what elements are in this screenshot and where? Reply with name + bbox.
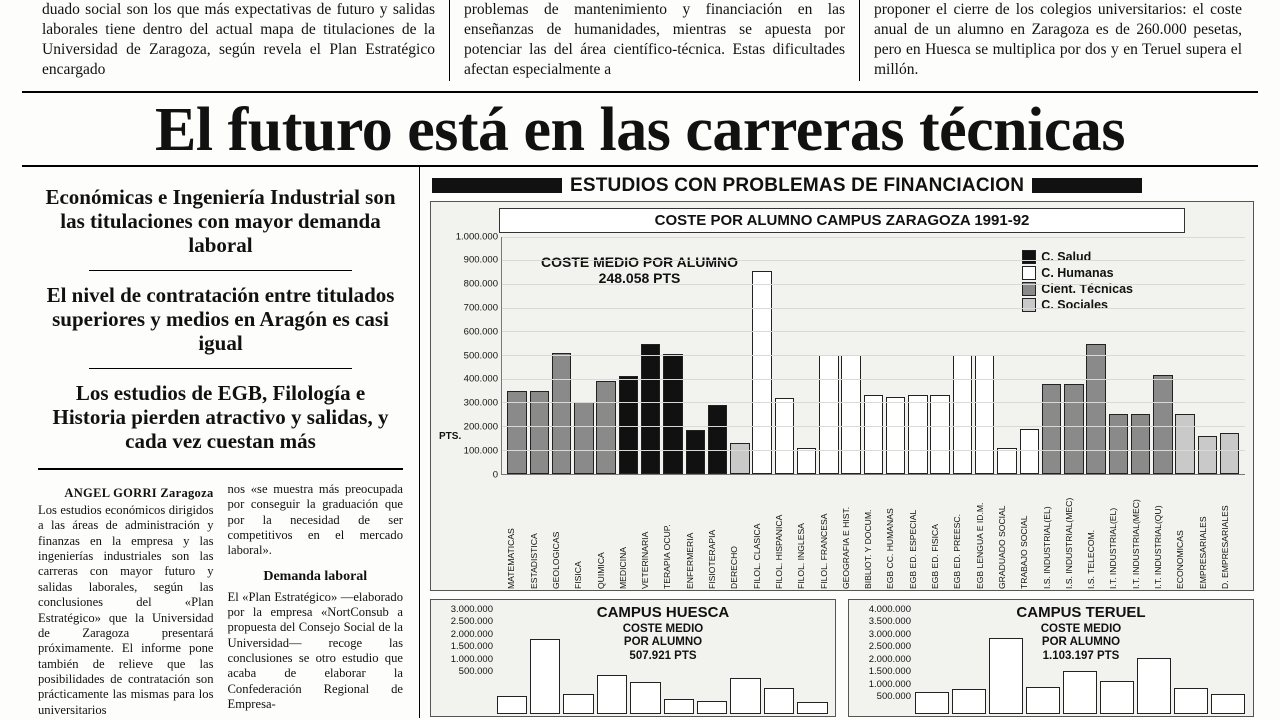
chart-bar: [908, 395, 927, 473]
chart-bar: [886, 397, 905, 474]
chart-bar: [819, 355, 838, 474]
chart-bar: [596, 381, 615, 473]
gridline: [502, 237, 1245, 238]
chart-x-label: D. EMPRESARIALES: [1219, 504, 1230, 589]
chart-bar: [797, 702, 827, 713]
chart-title-zaragoza: COSTE POR ALUMNO CAMPUS ZARAGOZA 1991-92: [499, 208, 1185, 233]
chart-x-label: EMPRESARIALES: [1197, 515, 1208, 589]
chart-bar: [530, 639, 560, 714]
banner-block-left: [432, 178, 562, 193]
chart-x-label: I.S. INDUSTRIAL(EL): [1041, 505, 1052, 589]
intro-column-3: proponer el cierre de los colegios universitarios: el coste anual de un alumno en Zaragoza es de 260.000 pesetas, pero en Huesca se multiplica por dos y en Teruel supera el millón.: [874, 1, 1242, 79]
chart-bar: [552, 353, 571, 474]
y-tick: 500.000: [463, 350, 498, 362]
chart-x-label: FISIOTERAPIA: [707, 529, 718, 589]
huesca-annotation-3: 507.921 PTS: [629, 649, 697, 662]
chart-x-label: TRABAJO SOCIAL: [1019, 515, 1030, 589]
chart-x-label: GEOGRAFIA E HIST.: [840, 506, 851, 589]
chart-x-label: QUIMICA: [595, 551, 606, 589]
chart-x-label: MATEMATICAS: [506, 527, 517, 589]
y-tick: 500.000: [876, 691, 911, 703]
chart-campus-huesca: [430, 599, 836, 717]
chart-bar: [1131, 414, 1150, 473]
summary-divider-3: [38, 468, 403, 470]
article-column-2: [228, 482, 404, 718]
chart-bar: [1175, 414, 1194, 473]
y-tick: 100.000: [463, 445, 498, 457]
chart-bar: [997, 448, 1016, 474]
legend-label-salud: C. Salud: [1041, 249, 1092, 264]
y-tick: 1.000.000: [450, 653, 493, 665]
chart-banner: [432, 175, 1254, 197]
byline: [38, 486, 214, 501]
chart-bar: [989, 638, 1023, 713]
chart-bar: [619, 376, 638, 473]
intro-columns: [20, 0, 1260, 81]
chart-x-label: EGB ED. FISICA: [930, 523, 941, 589]
article-text-1: Los estudios económicos dirigidos a las áreas de administración y finanzas en la empresa y las ingenierías industriales son las carreras con mayor futuro y salidas laborales, según las conclusiones del «Plan Estratégico» que la Universidad de Zaragoza presentará próximamente. El informe pone también de relieve que las posibilidades de contratación son prácticamente las mismas para los universitarios: [38, 503, 214, 717]
y-tick: 200.000: [463, 421, 498, 433]
page-headline: El futuro está en las carreras técnicas: [154, 95, 1126, 164]
y-tick: 1.000.000: [868, 678, 911, 690]
chart-x-label: ECONOMICAS: [1175, 529, 1186, 589]
legend-label-humanas: C. Humanas: [1041, 265, 1114, 280]
article-body: [38, 482, 403, 718]
chart-title-huesca: CAMPUS HUESCA: [596, 603, 730, 621]
chart-bar: [1026, 687, 1060, 714]
chart-x-label: GRADUADO SOCIAL: [996, 504, 1007, 589]
chart-x-label: ESTADISTICA: [528, 532, 539, 589]
annotation-line-2: 248.058 PTS: [598, 270, 681, 287]
chart-x-label: EGB ED. PREESC.: [952, 513, 963, 589]
summary-divider-2: [89, 368, 352, 369]
chart-bar: [1220, 433, 1239, 473]
chart-bar: [1198, 436, 1217, 474]
gridline: [502, 450, 1245, 451]
gridline: [502, 284, 1245, 285]
chart-bar: [730, 443, 749, 474]
summary-item-2: El nivel de contratación entre titulados superiores y medios en Aragón es casi igual: [46, 282, 395, 356]
y-tick: 2.500.000: [450, 616, 493, 628]
y-tick: 1.500.000: [868, 666, 911, 678]
intro-column-1: duado social son los que más expectativas de futuro y salidas laborales tiene dentro del actual mapa de titulaciones de la Universidad de Zaragoza, según revela el Plan Estratégico encargado: [20, 0, 450, 81]
chart-x-label: I.T. INDUSTRIAL(EL): [1108, 507, 1119, 589]
chart-x-label: EGB ED. ESPECIAL: [907, 509, 918, 589]
chart-bar: [1153, 375, 1172, 473]
chart-bar: [1064, 384, 1083, 474]
chart-campus-teruel: [848, 599, 1254, 717]
chart-x-label: FILOL. HISPANICA: [773, 514, 784, 589]
article-text-2: nos «se muestra más preocupada por conseguir la graduación que por la necesidad de ser competitivos en el mercado laboral».: [227, 481, 403, 558]
teruel-bars: [913, 628, 1247, 714]
y-tick: 2.000.000: [868, 653, 911, 665]
chart-bar: [563, 694, 593, 714]
chart-bar: [930, 395, 949, 473]
y-tick: 4.000.000: [868, 603, 911, 615]
chart-x-label: DERECHO: [729, 545, 740, 589]
chart-x-label: VETERINARIA: [640, 531, 651, 589]
teruel-annotation-1: COSTE MEDIO: [1040, 622, 1122, 635]
teruel-annotation-3: 1.103.197 PTS: [1042, 649, 1120, 662]
chart-units-label: PTS.: [439, 430, 462, 442]
chart-bar: [1109, 414, 1128, 473]
chart-bar: [630, 682, 660, 714]
chart-bar: [1174, 688, 1208, 714]
chart-bar: [686, 430, 705, 474]
summary-item-1: Económicas e Ingeniería Industrial son las titulaciones con mayor demanda laboral: [45, 184, 396, 258]
chart-bar: [797, 448, 816, 474]
huesca-y-axis: [435, 604, 493, 679]
chart-bar: [641, 344, 660, 473]
byline-location: Zaragoza: [160, 485, 214, 500]
chart-x-label: I.T. INDUSTRIAL(QU): [1153, 505, 1163, 589]
chart-bar: [1086, 344, 1105, 473]
gridline: [502, 260, 1245, 261]
chart-bar: [708, 405, 727, 474]
chart-x-label: EGB LENGUA E ID.M.: [974, 502, 985, 589]
chart-x-label: ENFERMERIA: [684, 532, 695, 589]
summary-item-3: Los estudios de EGB, Filología e Historia pierden atractivo y salidas, y cada vez cuestan más: [52, 380, 389, 454]
article-subheading: Demanda laboral: [263, 568, 368, 584]
divider-top: [22, 91, 1258, 93]
chart-campus-zaragoza: [430, 201, 1254, 591]
chart-bar: [1042, 384, 1061, 474]
gridline: [502, 331, 1245, 332]
teruel-y-axis: [853, 604, 911, 704]
body-columns: [20, 167, 1260, 719]
chart-bar: [1020, 429, 1039, 474]
chart-bar: [775, 398, 794, 474]
chart-plot-row: [439, 231, 1245, 481]
y-tick: 600.000: [463, 326, 498, 338]
huesca-annotation-2: POR ALUMNO: [623, 636, 703, 649]
huesca-annotation-1: COSTE MEDIO: [622, 622, 704, 635]
y-tick: 300.000: [463, 397, 498, 409]
gridline: [502, 355, 1245, 356]
chart-bar: [953, 355, 972, 474]
chart-bar: [752, 271, 771, 474]
y-tick: 1.000.000: [455, 231, 498, 243]
chart-bar: [664, 699, 694, 713]
y-tick: 400.000: [463, 373, 498, 385]
chart-x-label: TERAPIA OCUP.: [662, 523, 673, 589]
intro-column-2: problemas de mantenimiento y financiación en las enseñanzas de humanidades, mientras se apuesta por potenciar las del área científico-técnica. Estas dificultades afectan especialmente a: [450, 0, 860, 81]
chart-bar: [497, 696, 527, 713]
y-tick: 2.000.000: [450, 628, 493, 640]
chart-x-label: GEOLOGICAS: [550, 531, 561, 589]
chart-bar: [663, 354, 682, 474]
chart-bar: [764, 688, 794, 714]
byline-author: ANGEL GORRI: [64, 485, 157, 500]
chart-x-label: BIBLIOT. Y DOCUM.: [863, 509, 874, 589]
chart-x-label: I.S. INDUSTRIAL(MEC): [1063, 497, 1074, 589]
chart-bar: [952, 689, 986, 714]
chart-bar: [1063, 671, 1097, 714]
chart-bar: [574, 402, 593, 473]
chart-x-label: MEDICINA: [617, 546, 628, 589]
y-tick: 800.000: [463, 278, 498, 290]
y-tick: 900.000: [463, 254, 498, 266]
chart-bar: [1211, 694, 1245, 713]
y-tick: 0: [492, 469, 498, 481]
teruel-annotation-2: POR ALUMNO: [1041, 636, 1121, 649]
chart-bar: [1100, 681, 1134, 713]
legend-label-sociales: C. Sociales: [1041, 297, 1108, 312]
chart-x-label: FISICA: [573, 560, 584, 589]
chart-bar: [730, 678, 760, 714]
y-tick: 700.000: [463, 302, 498, 314]
chart-bar: [697, 701, 727, 714]
chart-x-label: I.T. INDUSTRIAL(MEC): [1130, 498, 1141, 589]
chart-x-labels: [501, 475, 1245, 589]
gridline: [502, 308, 1245, 309]
y-tick: 1.500.000: [450, 641, 493, 653]
chart-bar: [1137, 658, 1171, 714]
chart-bar: [864, 395, 883, 473]
summary-block: [38, 185, 403, 454]
banner-block-right: [1032, 178, 1142, 193]
chart-bar: [975, 355, 994, 474]
y-tick: 3.500.000: [868, 616, 911, 628]
mini-charts-row: [430, 599, 1254, 717]
y-tick: 3.000.000: [450, 603, 493, 615]
chart-bar: [597, 675, 627, 714]
chart-bar: [841, 355, 860, 474]
chart-x-label: FILOL. CLASICA: [751, 523, 762, 589]
huesca-bars: [495, 628, 829, 714]
chart-x-label: FILOL. INGLESA: [796, 522, 807, 589]
summary-divider-1: [89, 270, 352, 271]
legend-label-tecnicas: Cient. Técnicas: [1041, 281, 1133, 296]
chart-bar: [915, 692, 949, 714]
annotation-line-1: COSTE MEDIO POR ALUMNO: [541, 253, 739, 270]
gridline: [502, 402, 1245, 403]
left-column: [20, 167, 420, 719]
article-text-3: El «Plan Estratégico» —elaborado por la empresa «NortConsub a propuesta del Consejo Social de la Universidad— recoge las conclusiones se otro estudio que acaba de elaborar la Confederación Regional de Empresa-: [227, 589, 403, 712]
chart-x-label: EGB CC. HUMANAS: [885, 507, 896, 589]
chart-x-label: I.S. TELECOM.: [1086, 529, 1097, 589]
chart-title-teruel: CAMPUS TERUEL: [1016, 603, 1146, 621]
y-tick: 3.000.000: [868, 628, 911, 640]
chart-plot-area: [501, 237, 1245, 475]
y-tick: 500.000: [458, 666, 493, 678]
y-tick: 2.500.000: [868, 641, 911, 653]
banner-title: ESTUDIOS CON PROBLEMAS DE FINANCIACION: [570, 174, 1025, 196]
article-column-1: [38, 482, 214, 718]
right-column: [420, 167, 1260, 719]
gridline: [502, 379, 1245, 380]
chart-x-label: FILOL. FRANCESA: [818, 513, 829, 589]
gridline: [502, 426, 1245, 427]
